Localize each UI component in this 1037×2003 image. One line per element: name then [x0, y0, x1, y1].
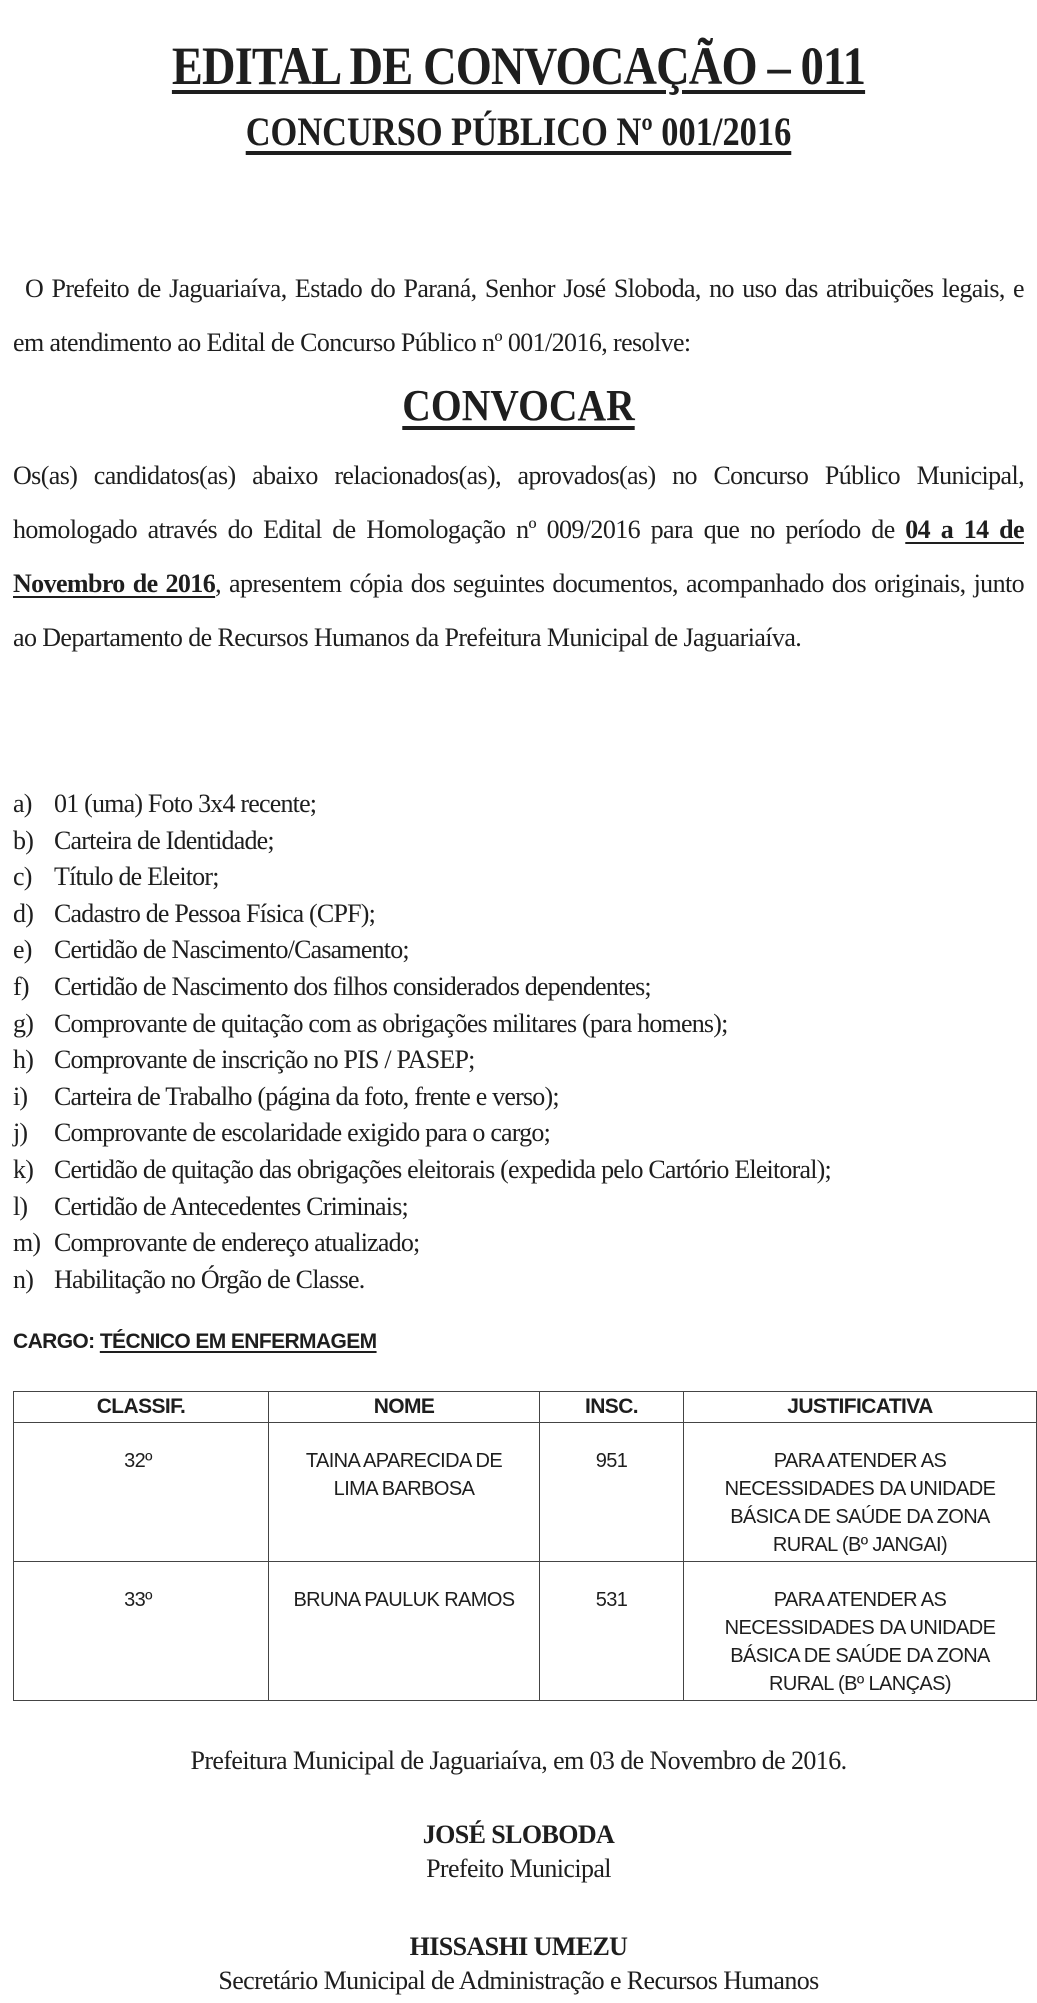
list-item: [13, 1042, 1024, 1079]
list-text: Comprovante de quitação com as obrigações militares (para homens);: [54, 1008, 728, 1038]
list-text: Certidão de Nascimento dos filhos considerados dependentes;: [54, 971, 651, 1001]
cell-insc: 951: [540, 1423, 684, 1562]
list-item: [13, 1262, 1024, 1299]
list-letter: k): [13, 1154, 34, 1184]
list-letter: f): [13, 971, 29, 1001]
list-letter: n): [13, 1264, 34, 1294]
cargo-value: TÉCNICO EM ENFERMAGEM: [99, 1330, 377, 1353]
cell-insc: 531: [540, 1562, 684, 1701]
list-text: Comprovante de inscrição no PIS / PASEP;: [54, 1045, 475, 1075]
cargo-line: [13, 1330, 377, 1354]
document-list: [13, 786, 1024, 1298]
signatory-name: JOSÉ SLOBODA: [422, 1820, 615, 1849]
table-row: [14, 1423, 1037, 1562]
list-item: [13, 932, 1024, 969]
list-text: Comprovante de endereço atualizado;: [54, 1228, 420, 1258]
list-letter: b): [13, 825, 34, 855]
header-insc: INSC.: [540, 1392, 684, 1423]
candidates-table: [13, 1391, 1037, 1701]
header-justificativa: JUSTIFICATIVA: [684, 1392, 1037, 1423]
list-item: [13, 823, 1024, 860]
list-item: [13, 859, 1024, 896]
list-letter: c): [13, 862, 32, 892]
period-highlight: 04 a 14 de Novembro de 2016: [13, 515, 1024, 598]
document-title: EDITAL DE CONVOCAÇÃO – 011: [171, 36, 866, 96]
list-letter: i): [13, 1081, 28, 1111]
cell-classif: 33º: [14, 1562, 269, 1701]
list-letter: a): [13, 789, 32, 818]
list-letter: e): [13, 935, 32, 965]
signature-block: [0, 1930, 1037, 1998]
body-paragraph: [13, 449, 1024, 665]
list-text: Carteira de Identidade;: [54, 825, 274, 855]
list-letter: d): [13, 898, 34, 928]
list-letter: j): [13, 1118, 28, 1148]
table-header-row: [14, 1392, 1037, 1423]
list-text: Certidão de quitação das obrigações eleitorais (expedida pelo Cartório Eleitoral);: [54, 1154, 831, 1184]
document-subtitle: CONCURSO PÚBLICO Nº 001/2016: [245, 109, 792, 154]
list-text: Habilitação no Órgão de Classe.: [54, 1264, 365, 1294]
header-nome: NOME: [269, 1392, 540, 1423]
cell-justificativa: PARA ATENDER AS NECESSIDADES DA UNIDADE BÁSICA DE SAÚDE DA ZONA RURAL (Bº LANÇAS): [684, 1562, 1037, 1701]
list-text: Cadastro de Pessoa Física (CPF);: [54, 898, 376, 928]
list-letter: l): [13, 1191, 28, 1221]
cell-nome: TAINA APARECIDA DE LIMA BARBOSA: [269, 1423, 540, 1562]
list-text: Comprovante de escolaridade exigido para o cargo;: [54, 1118, 551, 1148]
list-item: [13, 1115, 1024, 1152]
list-item: [13, 1152, 1024, 1189]
list-item: [13, 1006, 1024, 1043]
header-classif: CLASSIF.: [14, 1392, 269, 1423]
date-line: Prefeitura Municipal de Jaguariaíva, em 03 de Novembro de 2016.: [190, 1746, 847, 1775]
list-item: [13, 1189, 1024, 1226]
list-item: [13, 786, 1024, 823]
signatory-role: Prefeito Municipal: [426, 1854, 611, 1883]
cell-justificativa: PARA ATENDER AS NECESSIDADES DA UNIDADE BÁSICA DE SAÚDE DA ZONA RURAL (Bº JANGAI): [684, 1423, 1037, 1562]
list-item: [13, 896, 1024, 933]
cell-nome: BRUNA PAULUK RAMOS: [269, 1562, 540, 1701]
signature-block: [0, 1818, 1037, 1886]
action-heading: CONVOCAR: [402, 381, 635, 430]
body-text-after: , apresentem cópia dos seguintes documentos, acompanhado dos originais, junto ao Departamento de Recursos Humanos da Prefeitura Municipal de Jaguariaíva.: [13, 569, 1025, 652]
table-row: [14, 1562, 1037, 1701]
cargo-label: CARGO:: [13, 1330, 95, 1353]
list-text: Certidão de Nascimento/Casamento;: [54, 935, 409, 965]
list-text: Carteira de Trabalho (página da foto, frente e verso);: [54, 1081, 559, 1111]
list-item: [13, 1225, 1024, 1262]
list-text: 01 (uma) Foto 3x4 recente;: [54, 789, 317, 818]
body-text-before: Os(as) candidatos(as) abaixo relacionados(as), aprovados(as) no Concurso Público Municipal, homologado através do Edital de Homologação nº 009/2016 para que no período de: [13, 461, 1024, 544]
list-text: Certidão de Antecedentes Criminais;: [54, 1191, 408, 1221]
list-letter: m): [13, 1228, 41, 1258]
cell-classif: 32º: [14, 1423, 269, 1562]
list-text: Título de Eleitor;: [54, 862, 219, 892]
signatory-name: HISSASHI UMEZU: [409, 1932, 628, 1961]
intro-paragraph: O Prefeito de Jaguariaíva, Estado do Paraná, Senhor José Sloboda, no uso das atribuições legais, e em atendimento ao Edital de Concurso Público nº 001/2016, resolve:: [13, 274, 1024, 357]
list-letter: g): [13, 1008, 34, 1038]
list-item: [13, 1079, 1024, 1116]
signatory-role: Secretário Municipal de Administração e Recursos Humanos: [218, 1966, 819, 1995]
list-item: [13, 969, 1024, 1006]
list-letter: h): [13, 1045, 34, 1075]
